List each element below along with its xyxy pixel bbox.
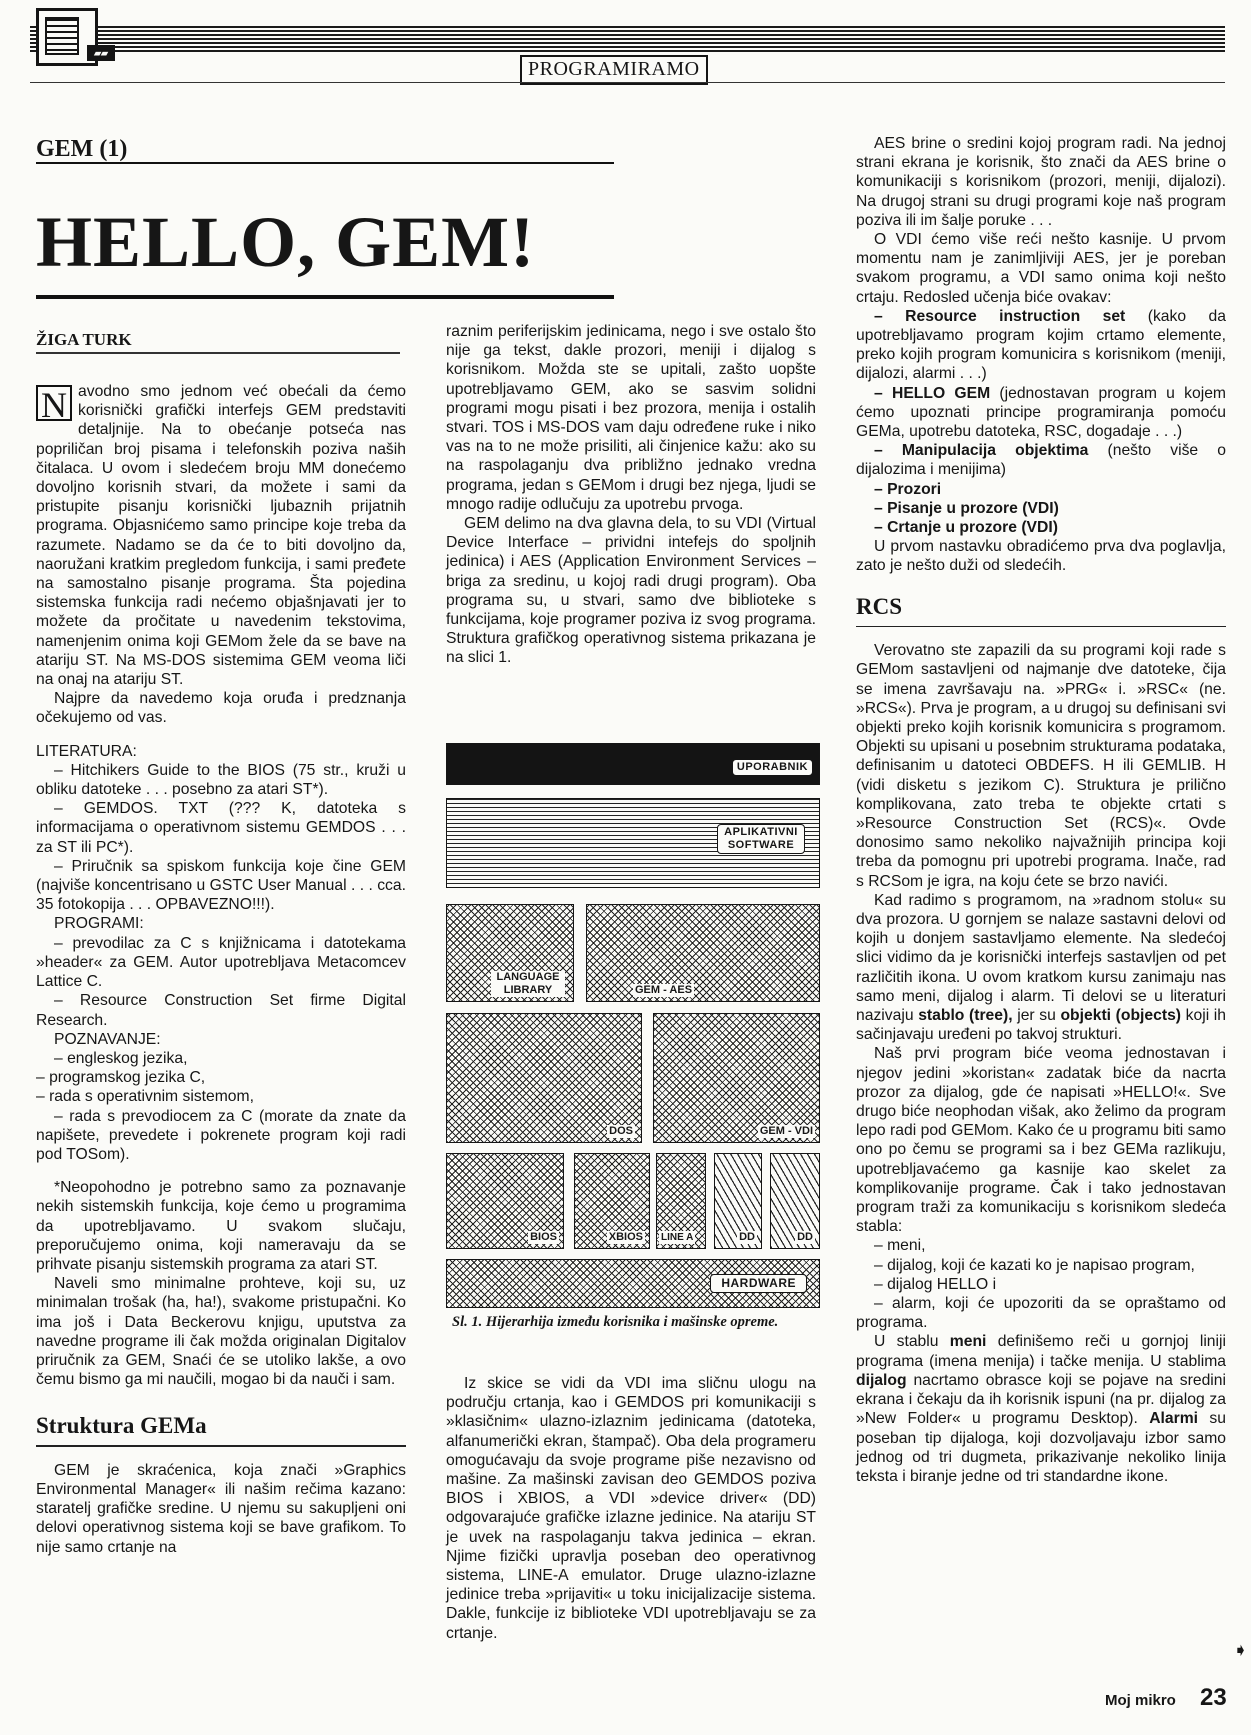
tree-item: – meni, [874, 1237, 926, 1255]
diagram-app-label: APLIKATIVNI SOFTWARE [717, 824, 805, 854]
gem-hierarchy-diagram [446, 743, 820, 1308]
tree-item: – dijalog HELLO i [874, 1275, 997, 1293]
paragraph: Kad radimo s programom, na »radnom stolu« su dva prozora. U gornjem se nalaze sastavni delovi od kojih u donjem sastavljamo elemente. Na sledećoj slici vidimo da je korisnički interfejs sastavljen od pet različitih ikona. U ovom kratkom kursu zanimaju nas samo meni, dijalog i alarm. Ti delovi se u literaturi nazivaju stablo (tree), jer su objekti (objects) koji ih sačinjavaju uređeni po takvoj strukturi. [856, 891, 1227, 1044]
paragraph: Verovatno ste zapazili da su programi koji rade s GEMom sastavljeni od najmanje dve datoteke, čija se imena završavaju na. »PRG« i. »RSC« (ne. »RCS«). Prva je program, a u drugoj su definisani svi objekti preko kojih korisnik komunicira s programom. Objekti su upisani u posebnim strukturama podataka, definisanim u datoteci OBDEFS. H ili GEMLIB. H (vidi disketu s jezikom C). Struktura je prilično komplikovana, zato treba te objekte crtati s »Resource Construction Set (RCS)«. Ovde donosimo samo nekoliko najvažnijih principa koji treba da pomognu pri upotrebi programa. Inače, rad s RCSom je igra, na koju ćete se brzo navići. [856, 642, 1226, 890]
diagram-aes-label: GEM - AES [635, 984, 693, 996]
headline: HELLO, GEM! [36, 202, 536, 282]
diagram-aes-block [586, 904, 820, 1002]
paragraph: GEM je skraćenica, koja znači »Graphics Environmental Manager« ili našim rečima kazano: staratelj grafičke sredine. U njemu su sakupljeni oni delovi operativnog sistema koji se bave grafikom. To nije samo crtanje na [36, 1461, 406, 1556]
diagram-dd1-label: DD [739, 1231, 755, 1243]
subheading-rule [36, 1445, 406, 1447]
diagram-dos-block [446, 1013, 642, 1143]
column-2-top [446, 322, 816, 668]
author: ŽIGA TURK [36, 330, 132, 349]
diagram-hardware-label: HARDWARE [710, 1274, 807, 1293]
diagram-dd1-block [714, 1153, 762, 1249]
column-1 [36, 382, 406, 1557]
column-2-bottom [446, 1374, 816, 1643]
page-number: 23 [1200, 1684, 1227, 1711]
diagram-linea-label: LINE A [661, 1232, 694, 1243]
tree-item: – dijalog, koji će kazati ko je napisao program, [874, 1256, 1195, 1274]
diagram-bios-label: BIOS [530, 1231, 557, 1243]
learning-item: – Crtanje u prozore (VDI) [874, 519, 1058, 537]
figure-caption: Sl. 1. Hijerarhija između korisnika i mašinske opreme. [452, 1314, 779, 1330]
section-label: PROGRAMIRAMO [520, 55, 708, 85]
diagram-bios-block [446, 1153, 564, 1249]
programs-heading: PROGRAMI: [54, 915, 144, 933]
learning-item: – Prozori [874, 480, 942, 498]
literature-item: – Hitchikers Guide to the BIOS (75 str., kruži u obliku datoteke . . . posebno za atari ST*). [36, 761, 406, 799]
diagram-dd2-label: DD [797, 1231, 813, 1243]
paragraph: U prvom nastavku obradićemo prva dva poglavlja, zato je nešto duži od sledećih. [856, 538, 1226, 575]
series-rule [36, 162, 614, 164]
diagram-app-block [446, 798, 820, 888]
footnote: *Neopohodno je potrebno samo za poznavanje nekih sistemskih funkcija, koje ćemo u programima da upotrebljavamo. U svakom slučaju, preporučujemo onima, koji nameravaju da se prihvate pisanju sistemskih programa za atari ST. [36, 1179, 406, 1273]
paragraph: Naveli smo minimalne prohteve, koji su, uz minimalan trošak (ha, ha!), svakome pristupačni. Ko ima još i Data Beckerovu knjigu, uputstva za navedne programe ili čak možda originalan Digitalov priručnik za GEM, Snaći će se utoliko lakše, a ovo čemu bismo ga mi naučili, mogao bi da nauči i sam. [36, 1275, 406, 1389]
learning-item: – Pisanje u prozore (VDI) [874, 499, 1059, 517]
diagram-hardware-block [446, 1259, 820, 1308]
literature-heading: LITERATURA: [36, 742, 137, 760]
diagram-xbios-label: XBIOS [608, 1231, 643, 1243]
series-title: GEM (1) [36, 136, 128, 162]
knowledge-heading: POZNAVANJE: [54, 1030, 161, 1048]
diagram-user-label: UPORABNIK [732, 759, 813, 776]
programs-item: – Resource Construction Set firme Digital Research. [36, 992, 406, 1029]
learning-item: – HELLO GEM (jednostavan program u kojem ćemo upoznati principe programiranja pomoću GEMa, upotrebu datoteka, RSC, dogadaje . . .) [856, 384, 1226, 441]
drop-cap: N [36, 385, 72, 421]
learning-item: – Manipulacija objektima (nešto više o dijalozima i menijima) [856, 442, 1226, 479]
diagram-xbios-block [574, 1153, 650, 1249]
diagram-language-label: LANGUAGE LIBRARY [491, 971, 565, 997]
author-rule [36, 352, 400, 354]
paragraph: Iz skice se vidi da VDI ima sličnu ulogu na području crtanja, kao i GEMDOS pri komunikaciji s »klasičnim« ulazno-izlaznim jedinicama (datoteka, alfanumerički ekran, štampač). Oba dela programeru omogućavaju da svoje programe piše nezavisno od mašine. Za mašinski zavisan deo GEMDOS poziva BIOS i XBIOS, a VDI »device driver« (DD) odgovarajuće grafičke izlazne jedinice. Na atariju ST je uvek na raspolaganju takva jedinica – ekran. Njime fizički upravlja poseban deo operativnog sistema, LINE-A emulator. Druge ulazno-izlazne jedinice treba »prijaviti« u toku inicijalizacije sistema. Dakle, funkcije iz biblioteke VDI upotrebljavaju se za crtanje. [446, 1375, 816, 1642]
knowledge-item: – programskog jezika C, [36, 1069, 206, 1087]
computer-logo-icon: ▰▰ [36, 8, 98, 66]
intro-paragraph: N avodno smo jednom već obećali da ćemo korisnički grafički interfejs GEM predstaviti detaljnije. Na to obećanje potseća nas popriličan broj pisama i telefonskih poziva naših čitalaca. U ovom i sledećem broju MM donećemo dovoljno korisnih stvari, da možete i sami da pristupite pisanju korisnički ljubaznih prijatnih programa. Objasnićemo samo principe koje treba da razumete. Nadamo se da će to biti dovoljno da, naoružani kratkim pregledom funkcija, i sami pređete na samostalno pisanje programa. Šta pojedina sistemska funkcija radi nećemo objašnjavati jer to možete da pročitate u navedenim tekstovima, namenjenim onima koji GEMom žele da se bave na atariju ST. Na MS-DOS sistemima GEM veoma liči na onaj na atariju ST. [36, 383, 406, 689]
continue-arrow-icon: ➧ [1233, 1640, 1249, 1660]
knowledge-item: – engleskog jezika, [54, 1049, 188, 1067]
magazine-name: Moj mikro [1105, 1692, 1176, 1709]
header-divider [30, 82, 1225, 83]
diagram-language-block [446, 904, 574, 1002]
subheading-rcs: RCS [856, 593, 903, 619]
knowledge-item: – rada s prevodiocem za C (morate da znate da napišete, prevedete i pokrenete program koji radi pod TOSom). [36, 1107, 406, 1163]
learning-item: – Resource instruction set (kako da upotrebljavamo program kojim crtamo elemente, preko kojih program komunicira s korisnikom (meniji, dijalozi, alarmi . . .) [856, 307, 1226, 383]
paragraph: GEM delimo na dva glavna dela, to su VDI (Virtual Device Interface – prividni intefejs do spoljnih jedinica) i AES (Application Environment Services – briga za sredinu, u kojoj radi drugi program). Oba programa su, u stvari, samo dve biblioteke s funkcijama, koje programer poziva iz svog programa. Struktura grafičkog operativnog sistema prikazana je na slici 1. [446, 515, 816, 667]
diagram-vdi-label: GEM - VDI [759, 1125, 813, 1137]
paragraph: O VDI ćemo više reći nešto kasnije. U prvom momentu nam je zanimljiviji AES, jer je poreban svakom programu, a VDI samo onima koji nešto crtaju. Redosled učenja biće ovakav: [856, 231, 1226, 306]
subheading-rule [856, 626, 1226, 628]
paragraph: raznim periferijskim jedinicama, nego i sve ostalo što nije ga tekst, dakle prozori, meniji i dijalog s korisnikom. Možda ste se upitali, zašto uopšte upotrebljavamo GEM, ako se sasvim solidni programi mogu pisati i bez prozora, menija i ostalih stvari. TOS i MS-DOS vam daju određene ruke i niko vas na to ne može prisiliti, ali činjenice kažu: ako su na raspolaganju dva približno jednako vredna programa, jedan s GEMom i drugi bez njega, ljudi se mnogo radije odlučuju za upotrebu prvoga. [446, 323, 816, 513]
header-stripes [30, 26, 1225, 52]
diagram-dd2-block [770, 1153, 820, 1249]
paragraph: Naš prvi program biće veoma jednostavan i njegov jedini »koristan« zadatak biće da nacrta prozor za dijalog, gde će napisati »HELLO!«. Sve drugo biće neophodan višak, ako želimo da program lepo radi pod GEMom. Kako će u programu biti samo ono po čemu se programi sa i bez GEMa razlikuju, upotrebljavaćemo ga kasnije kao skelet za komplikovanije programe. Čak i tako jednostavan program traži za komunikaciju s korisnikom sledeća stabla: [856, 1045, 1226, 1236]
programs-item: – prevodilac za C s knjižnicama i datotekama »header« za GEM. Autor upotrebljava Metacomcev Lattice C. [36, 934, 406, 991]
tree-item: – alarm, koji će upozoriti da se opraštamo od programa. [856, 1295, 1226, 1332]
paragraph: AES brine o sredini kojoj program radi. Na jednoj strani ekrana je korisnik, što znači da AES brine o komunikaciji s korisnikom (prozori, meniji, dijalozi). Na drugoj strani su drugi programi koje naš program poziva ili im šalje poruke . . . [856, 135, 1226, 229]
literature-item: – GEMDOS. TXT (??? K, datoteka s informacijama o operativnom sistemu GEMDOS . . . za ST ili PC*). [36, 800, 406, 856]
paragraph: U stablu meni definišemo reči u gornjoj liniji programa (imena menija) i tačke menija. U stablima dijalog nacrtamo obrasce koji se pojave na sredini ekrana i čekaju da ih korisnik ispuni (na pr. dijalog za »New Folder« u programu Desktop). Alarmi su poseban tip dijaloga, koji dozvoljavaju izbor samo jednog od tri dugmeta, prikazivanje nekoliko linija teksta i biranje jedne od tri standardne ikone. [856, 1333, 1226, 1485]
knowledge-item: – rada s operativnim sistemom, [36, 1088, 254, 1106]
diagram-linea-block [656, 1153, 706, 1249]
diagram-user-block [446, 743, 820, 785]
diagram-dos-label: DOS [609, 1125, 633, 1137]
paragraph: Najpre da navedemo koja oruđa i predznanja očekujemo od vas. [36, 690, 406, 727]
headline-rule [36, 295, 614, 299]
column-3 [856, 134, 1226, 1486]
subheading-structure: Struktura GEMa [36, 1413, 207, 1439]
diagram-vdi-block [653, 1013, 820, 1143]
literature-item: – Priručnik sa spiskom funkcija koje čine GEM (najviše koncentrisano u GSTC User Manual . . . cca. 35 fotokopija . . . OPBAVEZNO!!!). [36, 857, 406, 914]
